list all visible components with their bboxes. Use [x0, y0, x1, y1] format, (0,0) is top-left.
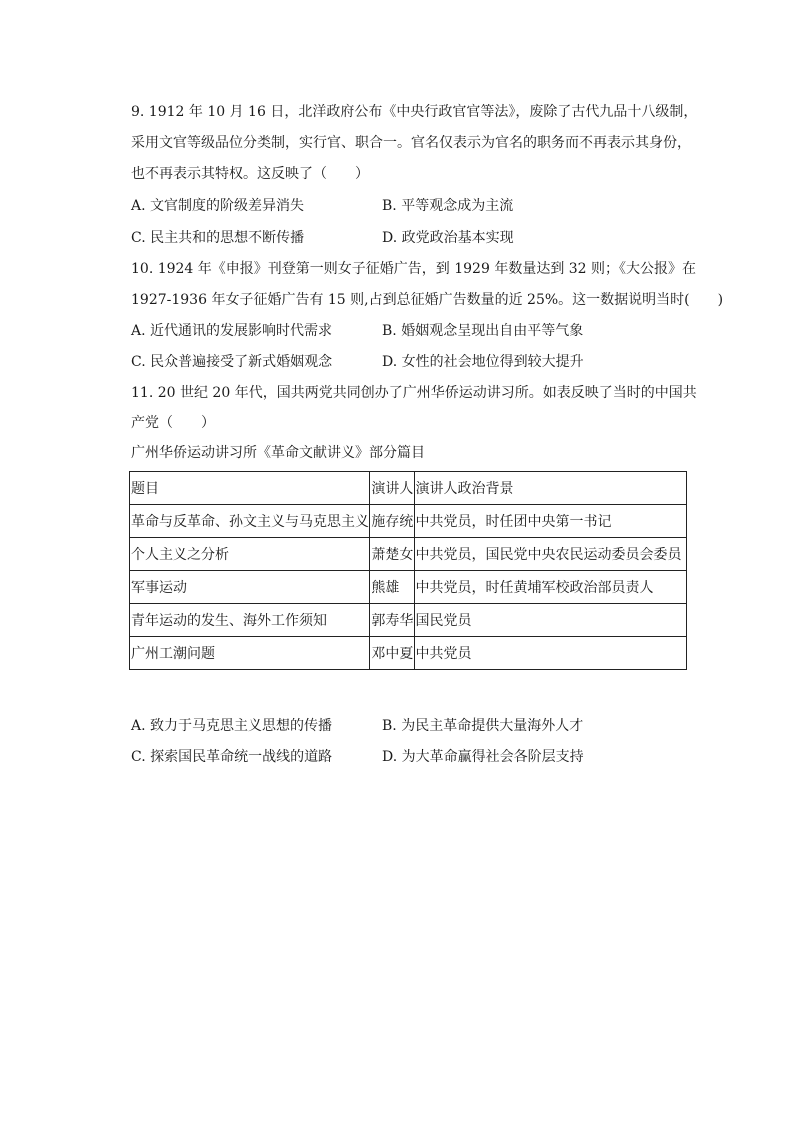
q11-option-b[interactable]: B. 为民主革命提供大量海外人才 [382, 718, 584, 734]
lecture-table [129, 471, 687, 670]
table-cell-speaker: 郭寿华 [370, 604, 414, 637]
q9-stem-line-2: 采用文官等级品位分类制，实行官、职合一。官名仅表示为官名的职务而不再表示其身份， [131, 135, 691, 151]
table-header-cell: 演讲人政治背景 [414, 472, 687, 505]
table-cell-background: 中共党员，时任团中央第一书记 [414, 505, 687, 538]
table-cell-topic: 广州工潮问题 [130, 637, 370, 670]
table-header-row [130, 472, 687, 505]
table-cell-speaker: 熊雄 [370, 571, 414, 604]
table-caption: 广州华侨运动讲习所《革命文献讲义》部分篇目 [131, 445, 425, 461]
table-row [130, 571, 687, 604]
q11-option-d[interactable]: D. 为大革命赢得社会各阶层支持 [382, 749, 584, 765]
q10-option-c[interactable]: C. 民众普遍接受了新式婚姻观念 [131, 354, 333, 370]
q9-stem-line-3: 也不再表示其特权。这反映了（ ） [131, 166, 369, 182]
q10-option-a[interactable]: A. 近代通讯的发展影响时代需求 [131, 323, 333, 339]
table-row [130, 604, 687, 637]
q11-stem-line-1: 11. 20 世纪 20 年代，国共两党共同创办了广州华侨运动讲习所。如表反映了当时的中国共 [131, 385, 697, 401]
table-header-cell: 题目 [130, 472, 370, 505]
table-cell-background: 中共党员，时任黄埔军校政治部员责人 [414, 571, 687, 604]
table-cell-topic: 军事运动 [130, 571, 370, 604]
table-row [130, 637, 687, 670]
q9-option-b[interactable]: B. 平等观念成为主流 [382, 198, 514, 214]
q11-option-c[interactable]: C. 探索国民革命统一战线的道路 [131, 749, 333, 765]
q11-stem-line-2: 产党（ ） [131, 415, 215, 431]
table-cell-speaker: 施存统 [370, 505, 414, 538]
table-cell-speaker: 邓中夏 [370, 637, 414, 670]
q10-stem-line-2: 1927-1936 年女子征婚广告有 15 则,占到总征婚广告数量的近 25%。这一数据说明当时( ) [131, 292, 724, 308]
table-header-cell: 演讲人 [370, 472, 414, 505]
table-cell-background: 中共党员 [414, 637, 687, 670]
table-row [130, 538, 687, 571]
table-cell-background: 中共党员，国民党中央农民运动委员会委员 [414, 538, 687, 571]
q9-stem-line-1: 9. 1912 年 10 月 16 日，北洋政府公布《中央行政官官等法》，废除了古代九品十八级制， [131, 104, 698, 120]
q10-stem-line-1: 10. 1924 年《申报》刊登第一则女子征婚广告，到 1929 年数量达到 32 则；《大公报》在 [131, 261, 697, 277]
q9-option-a[interactable]: A. 文官制度的阶级差异消失 [131, 198, 305, 214]
table-cell-speaker: 萧楚女 [370, 538, 414, 571]
table-row [130, 505, 687, 538]
q9-option-c[interactable]: C. 民主共和的思想不断传播 [131, 230, 305, 246]
table-cell-topic: 个人主义之分析 [130, 538, 370, 571]
table-cell-topic: 革命与反革命、孙文主义与马克思主义 [130, 505, 370, 538]
table-cell-topic: 青年运动的发生、海外工作须知 [130, 604, 370, 637]
q11-option-a[interactable]: A. 致力于马克思主义思想的传播 [131, 718, 333, 734]
q10-option-b[interactable]: B. 婚姻观念呈现出自由平等气象 [382, 323, 584, 339]
q9-option-d[interactable]: D. 政党政治基本实现 [382, 230, 514, 246]
table-cell-background: 国民党员 [414, 604, 687, 637]
q10-option-d[interactable]: D. 女性的社会地位得到较大提升 [382, 354, 584, 370]
